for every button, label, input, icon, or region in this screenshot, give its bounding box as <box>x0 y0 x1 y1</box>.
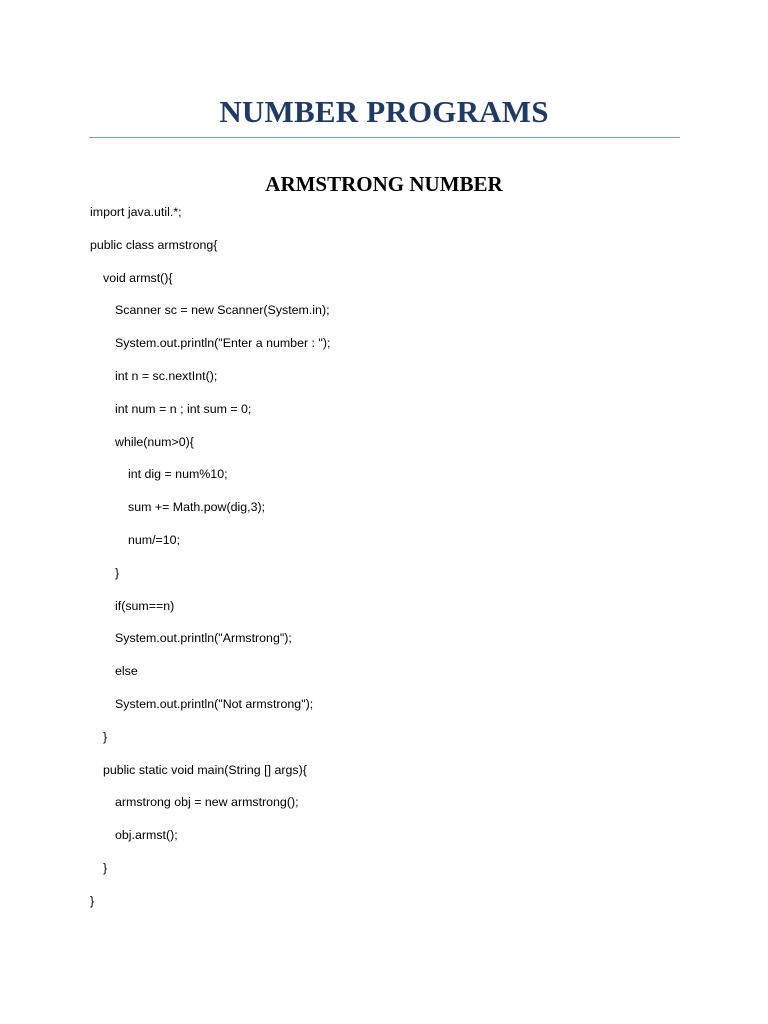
code-line: System.out.println("Not armstrong"); <box>115 696 314 711</box>
code-line: } <box>115 565 120 580</box>
code-line: public class armstrong{ <box>90 237 218 252</box>
code-line: else <box>115 664 138 679</box>
code-line: } <box>103 860 108 875</box>
code-line: int dig = num%10; <box>128 467 228 482</box>
code-line: if(sum==n) <box>115 598 175 613</box>
code-line: Scanner sc = new Scanner(System.in); <box>115 303 330 318</box>
code-line: int n = sc.nextInt(); <box>115 368 218 383</box>
code-line: sum += Math.pow(dig,3); <box>128 500 266 515</box>
code-line: import java.util.*; <box>90 205 182 219</box>
code-line: int num = n ; int sum = 0; <box>115 401 252 416</box>
code-line: } <box>90 893 95 908</box>
code-line: } <box>103 729 108 744</box>
code-line: System.out.println("Armstrong"); <box>115 631 292 646</box>
page-title: NUMBER PROGRAMS <box>219 94 549 129</box>
section-heading: ARMSTRONG NUMBER <box>265 172 503 196</box>
code-line: void armst(){ <box>103 270 173 285</box>
code-line: System.out.println("Enter a number : "); <box>115 336 331 351</box>
code-line: public static void main(String [] args){ <box>103 762 307 777</box>
code-line: while(num>0){ <box>115 434 194 449</box>
code-line: obj.armst(); <box>115 828 178 843</box>
title-underline-rule <box>89 137 680 138</box>
code-listing <box>90 199 330 921</box>
code-line: num/=10; <box>128 532 181 547</box>
code-line: armstrong obj = new armstrong(); <box>115 795 299 810</box>
